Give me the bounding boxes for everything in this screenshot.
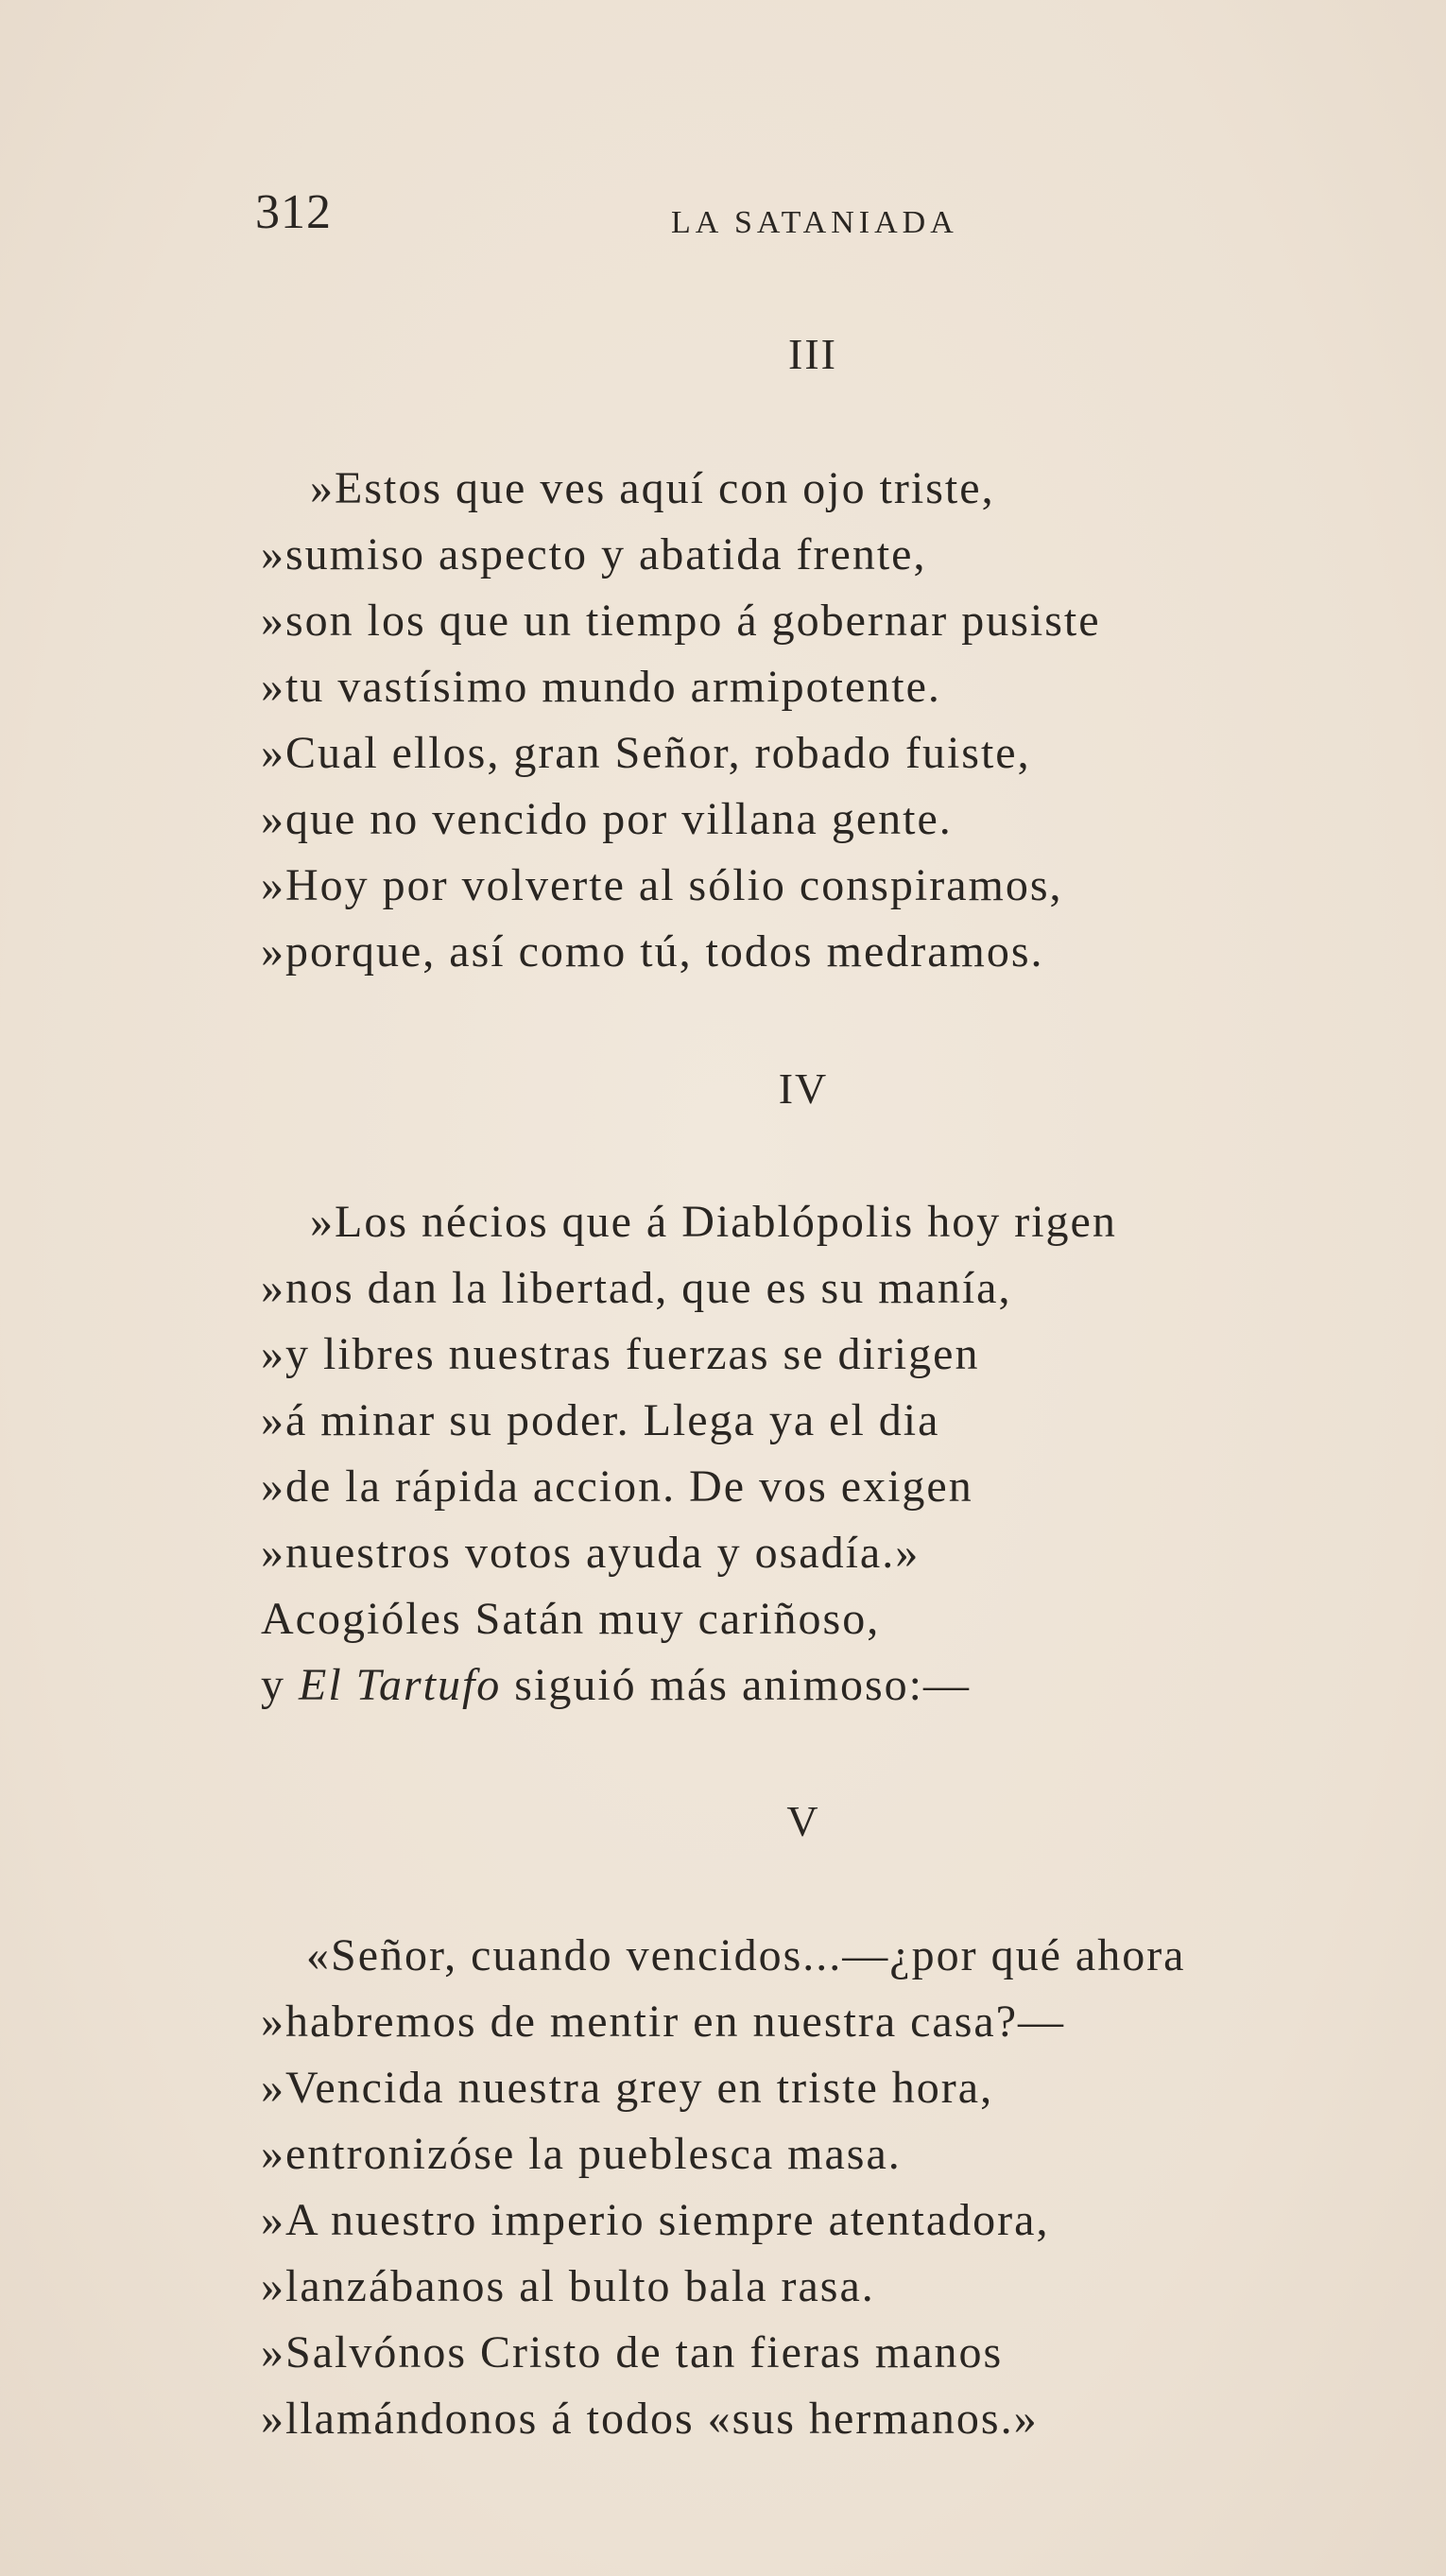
- verse-line-last: [261, 1652, 1117, 1719]
- verse-line: »á minar su poder. Llega ya el dia: [261, 1395, 940, 1445]
- verse-line: »Hoy por volverte al sólio conspiramos,: [261, 860, 1063, 910]
- verse-line: »Vencida nuestra grey en triste hora,: [261, 2063, 994, 2113]
- verse-line: »entronizóse la pueblesca masa.: [261, 2129, 902, 2179]
- stanza-iv: [261, 1189, 1117, 1719]
- page-header: [255, 184, 973, 251]
- italic-title: El Tartufo: [299, 1660, 502, 1710]
- stanza-iii: [261, 456, 1101, 985]
- verse-line: «Señor, cuando vencidos...—¿por qué ahora: [306, 1930, 1186, 1980]
- line-prefix: y: [261, 1660, 299, 1710]
- verse-line: »de la rápida accion. De vos exigen: [261, 1461, 973, 1512]
- verse-line: »llamándonos á todos «sus hermanos.»: [261, 2394, 1039, 2444]
- verse-line: »nuestros votos ayuda y osadía.»: [261, 1528, 921, 1578]
- running-title: LA SATANIADA: [671, 205, 958, 240]
- verse-line: »A nuestro imperio siempre atentadora,: [261, 2195, 1050, 2245]
- section-numeral-v: V: [786, 1797, 820, 1845]
- verse-line: »Estos que ves aquí con ojo triste,: [310, 463, 995, 513]
- verse-line: »porque, así como tú, todos medramos.: [261, 926, 1044, 977]
- line-suffix: siguió más animoso:—: [501, 1660, 971, 1710]
- verse-line: »y libres nuestras fuerzas se dirigen: [261, 1329, 980, 1379]
- verse-line: »que no vencido por villana gente.: [261, 794, 953, 844]
- verse-line: »son los que un tiempo á gobernar pusiste: [261, 596, 1101, 646]
- verse-line: »Salvónos Cristo de tan fieras manos: [261, 2327, 1004, 2377]
- verse-line: »nos dan la libertad, que es su manía,: [261, 1263, 1012, 1313]
- verse-line: »Cual ellos, gran Señor, robado fuiste,: [261, 728, 1031, 778]
- verse-line: »tu vastísimo mundo armipotente.: [261, 662, 941, 712]
- section-numeral-iii: III: [788, 330, 837, 378]
- page-number: 312: [255, 185, 332, 239]
- verse-line: Acogióles Satán muy cariñoso,: [261, 1594, 881, 1644]
- verse-line: »Los nécios que á Diablópolis hoy rigen: [310, 1197, 1117, 1247]
- verse-line: »lanzábanos al bulto bala rasa.: [261, 2261, 875, 2311]
- stanza-v: [261, 1923, 1185, 2452]
- section-numeral-iv: IV: [778, 1064, 829, 1113]
- verse-line: »habremos de mentir en nuestra casa?—: [261, 1997, 1066, 2047]
- verse-line: »sumiso aspecto y abatida frente,: [261, 529, 927, 579]
